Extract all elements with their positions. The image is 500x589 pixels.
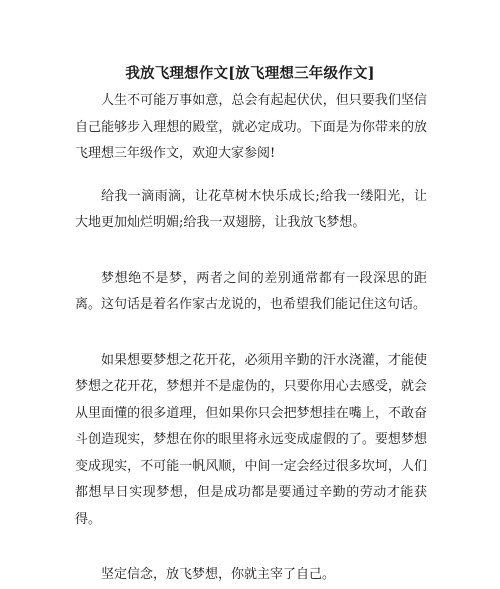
paragraph-spacer [75, 533, 427, 562]
document-body [75, 88, 427, 589]
paragraph-spacer [75, 319, 427, 348]
paragraph-give-me: 给我一滴雨滴，让花草树木快乐成长;给我一缕阳光，让大地更加灿烂明媚;给我一双翅膀，让我放飞梦想。 [75, 188, 427, 230]
paragraph-spacer [75, 168, 427, 184]
paragraph-intro: 人生不可能万事如意，总会有起起伏伏，但只要我们坚信自己能够步入理想的殿堂，就必定成功。下面是为你带来的放飞理想三年级作文，欢迎大家参阅! [75, 93, 427, 161]
paragraph-conclusion: 坚定信念，放飞梦想，你就主宰了自己。 [101, 567, 336, 582]
paragraph-spacer [75, 237, 427, 266]
paragraph-dream-not-dream: 梦想绝不是梦，两者之间的差别通常都有一段深思的距离。这句话是着名作家古龙说的，也希望我们能记住这句话。 [75, 270, 427, 312]
document-title: 我放飞理想作文[放飞理想三年级作文] [125, 65, 375, 82]
paragraph-dream-flower: 如果想要梦想之花开花，必须用辛勤的汗水浇灌，才能使梦想之花开花，梦想并不是虚伪的，只要你用心去感受，就会从里面懂的很多道理，但如果你只会把梦想挂在嘴上，不敢奋斗创造现实，梦想在你的眼里将永远变成虚假的了。要想梦想变成现实，不可能一帆风顺，中间一定会经过很多坎坷，人们都想早日实现梦想，但是成功都是要通过辛勤的劳动才能获得。 [75, 352, 427, 527]
